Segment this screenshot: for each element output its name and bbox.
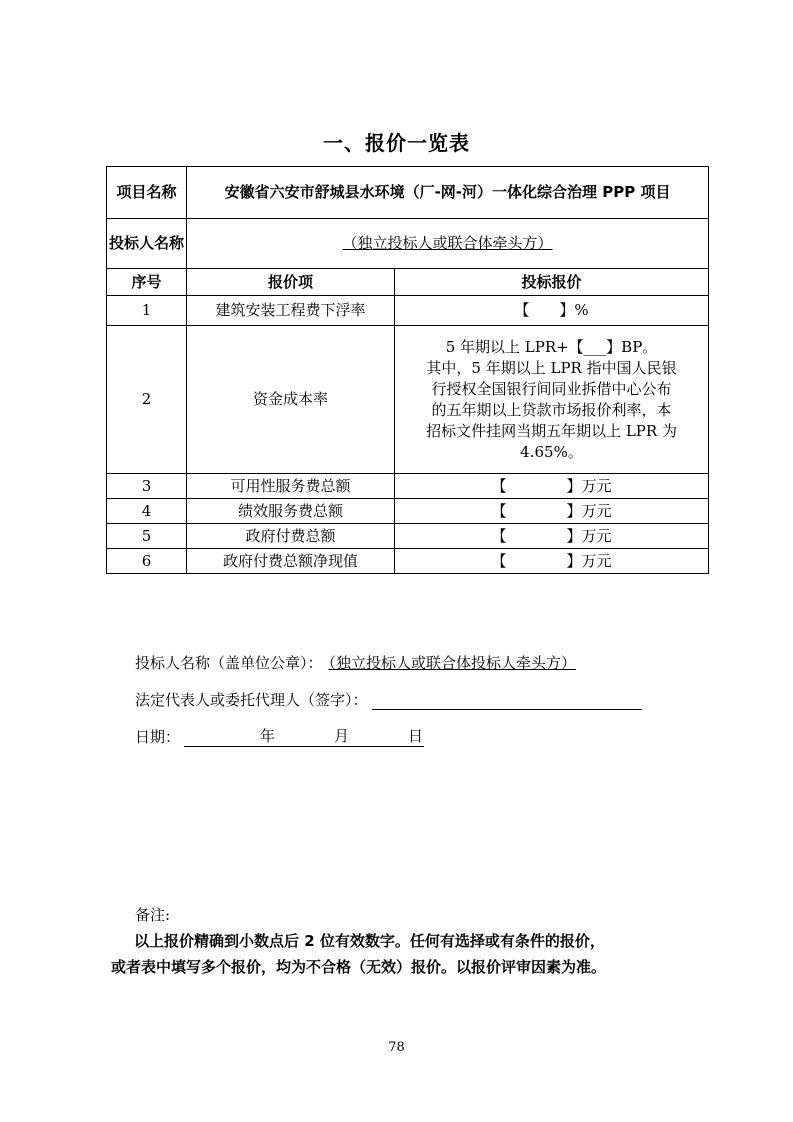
row-bid: 【 】万元 [395, 549, 709, 574]
quote-table [106, 166, 709, 574]
row-item: 政府付费总额 [187, 524, 395, 549]
row-bid: 【 】万元 [395, 474, 709, 499]
row-no: 5 [107, 524, 187, 549]
project-label: 项目名称 [107, 167, 187, 219]
signature-rep-line[interactable] [372, 691, 642, 710]
date-line[interactable] [184, 728, 424, 747]
row-item: 资金成本率 [187, 326, 395, 474]
bid-line: 4.65%。 [520, 442, 583, 461]
row-bid: 【 】万元 [395, 524, 709, 549]
date-label: 日期： [135, 728, 181, 746]
row-no: 4 [107, 499, 187, 524]
project-value: 安徽省六安市舒城县水环境（厂-网-河）一体化综合治理 PPP 项目 [187, 167, 709, 219]
bid-line: 招标文件挂网当期五年期以上 LPR 为 [426, 421, 677, 440]
page-number: 78 [388, 1040, 405, 1055]
bid-line: 行授权全国银行间同业拆借中心公布 [431, 379, 672, 398]
bidder-label: 投标人名称 [107, 219, 187, 269]
row-item: 政府付费总额净现值 [187, 549, 395, 574]
date-month: 月 [334, 727, 350, 745]
bid-line: 5 年期以上 LPR+【___】BP。 [445, 337, 658, 356]
row-bid: 【 】% [395, 296, 709, 326]
bidder-row [107, 219, 709, 269]
table-row [107, 499, 709, 524]
table-row [107, 326, 709, 474]
row-item: 可用性服务费总额 [187, 474, 395, 499]
row-no: 3 [107, 474, 187, 499]
row-no: 1 [107, 296, 187, 326]
row-item: 绩效服务费总额 [187, 499, 395, 524]
header-row [107, 269, 709, 296]
table-row [107, 524, 709, 549]
bidder-cell [187, 219, 709, 269]
signature-bidder [135, 652, 576, 673]
signature-rep [135, 689, 642, 710]
bid-line: 的五年期以上贷款市场报价利率，本 [431, 400, 672, 419]
row-bid: 【 】万元 [395, 499, 709, 524]
header-bid: 投标报价 [395, 269, 709, 296]
signature-rep-label: 法定代表人或委托代理人（签字）： [135, 691, 368, 709]
signature-bidder-label: 投标人名称（盖单位公章）： [135, 654, 323, 672]
bidder-value: （独立投标人或联合体牵头方） [342, 234, 553, 252]
date-year: 年 [260, 727, 276, 745]
row-item: 建筑安装工程费下浮率 [187, 296, 395, 326]
table-row [107, 549, 709, 574]
date-day: 日 [408, 727, 424, 745]
row-bid-description [395, 326, 709, 474]
signature-date [135, 726, 424, 747]
notes-label: 备注: [135, 906, 171, 924]
table-row [107, 296, 709, 326]
bid-line: 其中，5 年期以上 LPR 指中国人民银 [426, 358, 677, 377]
page-title: 一、报价一览表 [323, 131, 470, 155]
table-row [107, 474, 709, 499]
row-no: 6 [107, 549, 187, 574]
project-row [107, 167, 709, 219]
header-no: 序号 [107, 269, 187, 296]
signature-bidder-value: （独立投标人或联合体投标人牵头方） [328, 654, 577, 672]
row-no: 2 [107, 326, 187, 474]
header-item: 报价项 [187, 269, 395, 296]
notes-line-1: 以上报价精确到小数点后 2 位有效数字。任何有选择或有条件的报价， [134, 932, 605, 950]
notes-line-2: 或者表中填写多个报价，均为不合格（无效）报价。以报价评审因素为准。 [111, 958, 607, 976]
